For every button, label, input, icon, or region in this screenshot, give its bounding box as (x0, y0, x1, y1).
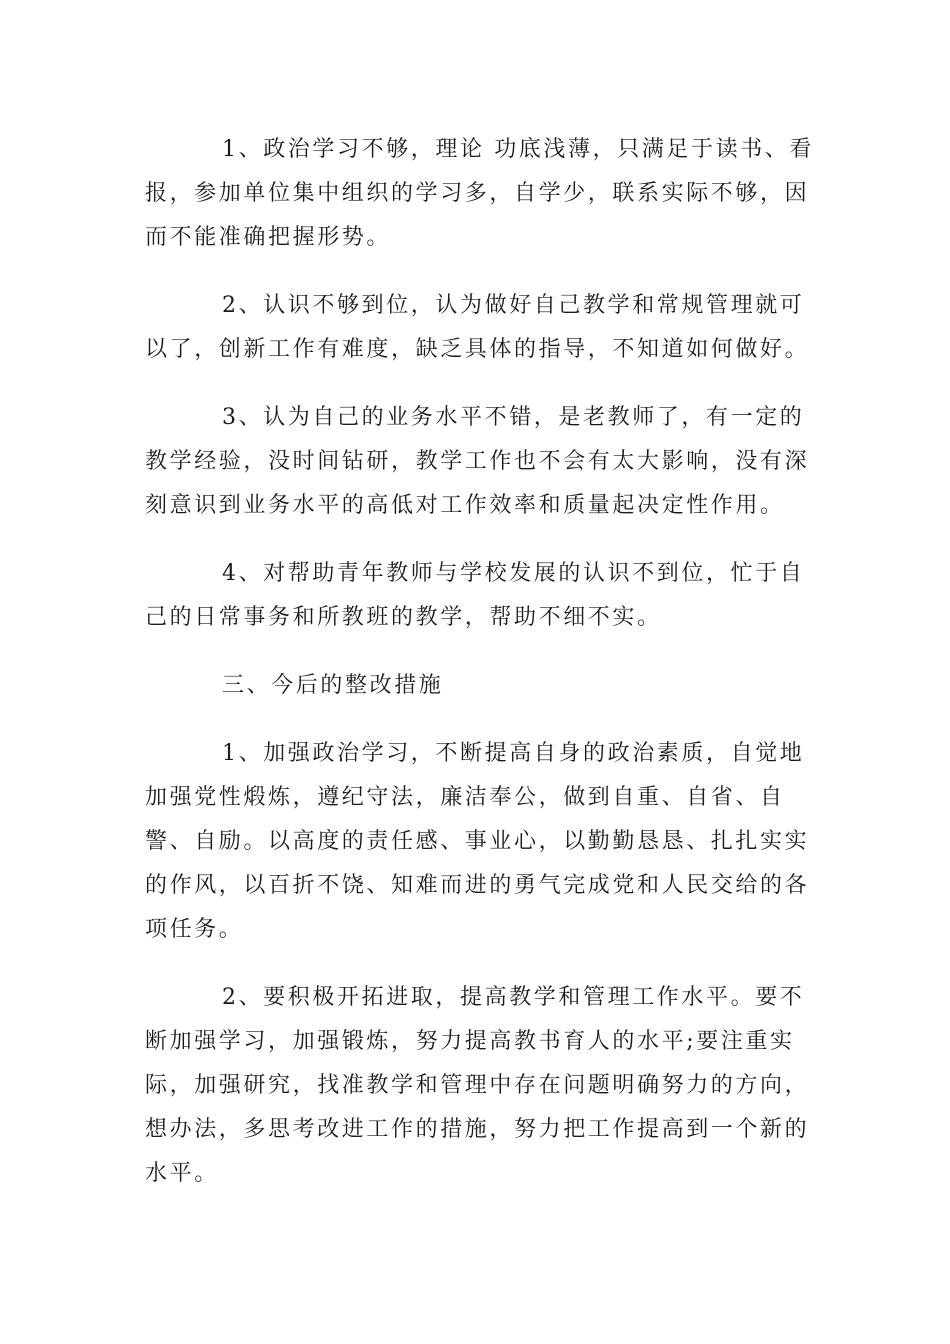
paragraph-problem-1: 1、政治学习不够，理论 功底浅薄，只满足于读书、看报，参加单位集中组织的学习多，自学少，联系实际不够，因而不能准确把握形势。 (145, 137, 814, 250)
document-body (145, 128, 815, 1196)
paragraph-measure-2: 2、要积极开拓进取，提高教学和管理工作水平。要不断加强学习，加强锻炼，努力提高教书育人的水平;要注重实际，加强研究，找准教学和管理中存在问题明确努力的方向，想办法，多思考改进工作的措施，努力把工作提高到一个新的水平。 (145, 985, 810, 1186)
paragraph-measure-1: 1、加强政治学习，不断提高自身的政治素质，自觉地加强党性煅炼，遵纪守法，廉洁奉公，做到自重、自省、自警、自励。以高度的责任感、事业心，以勤勤恳恳、扎扎实实的作风，以百折不饶、知难而进的勇气完成党和人民交给的各项任务。 (145, 741, 810, 942)
section-heading-measures: 三、今后的整改措施 (222, 673, 444, 698)
paragraph-problem-4: 4、对帮助青年教师与学校发展的认识不到位，忙于自己的日常事务和所教班的教学，帮助不细不实。 (145, 561, 805, 630)
paragraph-problem-2: 2、认识不够到位，认为做好自己教学和常规管理就可以了，创新工作有难度，缺乏具体的指导，不知道如何做好。 (145, 293, 810, 362)
paragraph-problem-3: 3、认为自己的业务水平不错，是老教师了，有一定的教学经验，没时间钻研，教学工作也不会有太大影响，没有深刻意识到业务水平的高低对工作效率和质量起决定性作用。 (145, 405, 810, 518)
